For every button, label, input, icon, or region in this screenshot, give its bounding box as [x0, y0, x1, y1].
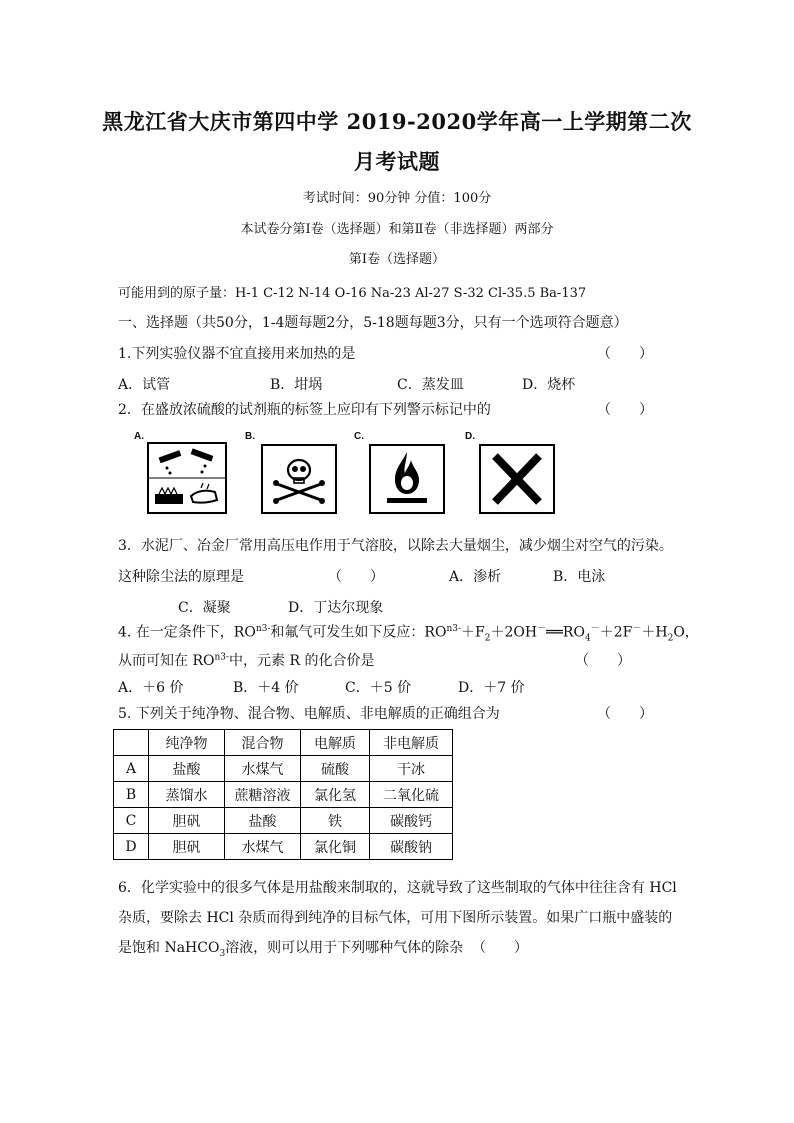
- table-cell: D: [114, 834, 149, 860]
- q6-line3: 是饱和 NaHCO$_3$溶液，则可以用于下列哪种气体的除杂: [118, 940, 464, 959]
- table-cell: 水煤气: [225, 834, 301, 860]
- sign-label-c: C.: [354, 431, 364, 442]
- q1-option-b: B．坩埚: [270, 377, 323, 393]
- q4-line1: 4. 在一定条件下，$RO^{n3-}$和氟气可发生如下反应：$RO^{n3-}+F_2+2OH^-══RO_4^-+2F^-+H_2O$，: [118, 624, 699, 644]
- harmful-x-icon: [479, 444, 555, 514]
- q5-blank: （ ）: [597, 706, 653, 722]
- q4-blank: （ ）: [575, 653, 631, 669]
- q5-stem: 5. 下列关于纯净物、混合物、电解质、非电解质的正确组合为: [118, 706, 500, 722]
- q3-line1: 3．水泥厂、冶金厂常用高压电作用于气溶胶，以除去大量烟尘，减少烟尘对空气的污染。: [118, 538, 673, 554]
- toxic-skull-icon: [261, 444, 337, 514]
- table-row: [114, 834, 453, 860]
- table-cell: 氯化氢: [301, 782, 370, 808]
- table-cell: 碳酸钙: [370, 808, 453, 834]
- table-cell: 二氧化硫: [370, 782, 453, 808]
- q3-line2: 这种除尘法的原理是: [118, 569, 244, 585]
- table-cell: C: [114, 808, 149, 834]
- table-header-row: [114, 730, 453, 756]
- table-header-cell: 混合物: [225, 730, 301, 756]
- q4-option-b: B．＋4 价: [233, 680, 299, 696]
- q1-option-c: C．蒸发皿: [397, 377, 464, 393]
- q6-line2: 杂质，要除去 HCl 杂质而得到纯净的目标气体，可用下图所示装置。如果广口瓶中盛装的: [118, 910, 673, 926]
- table-cell: 盐酸: [149, 756, 225, 782]
- q5-table: [113, 729, 453, 860]
- table-cell: 胆矾: [149, 834, 225, 860]
- q4-option-a: A．＋6 价: [118, 680, 184, 696]
- table-cell: 铁: [301, 808, 370, 834]
- q6-blank: （ ）: [472, 940, 528, 956]
- q1-stem: 1.下列实验仪器不宜直接用来加热的是: [118, 346, 356, 362]
- section1-heading: 一、选择题（共50分，1-4题每题2分，5-18题每题3分，只有一个选项符合题意）: [118, 315, 628, 331]
- q3-option-a: A．渗析: [449, 569, 502, 585]
- q3-option-c: C．凝聚: [178, 600, 231, 616]
- exam-intro: 本试卷分第Ⅰ卷（选择题）和第Ⅱ卷（非选择题）两部分: [240, 222, 554, 237]
- part1-title: 第Ⅰ卷（选择题）: [348, 252, 446, 267]
- table-header-cell: [114, 730, 149, 756]
- table-header-cell: 纯净物: [149, 730, 225, 756]
- page-title-line2: 月考试题: [354, 149, 440, 174]
- table-cell: 蔗糖溶液: [225, 782, 301, 808]
- exam-info: 考试时间：90分钟 分值：100分: [302, 191, 492, 206]
- table-row: [114, 756, 453, 782]
- q2-stem: 2．在盛放浓硫酸的试剂瓶的标签上应印有下列警示标记中的: [118, 402, 491, 418]
- table-cell: 盐酸: [225, 808, 301, 834]
- page-title-line1: 黑龙江省大庆市第四中学 2019-2020学年高一上学期第二次: [102, 109, 692, 134]
- table-cell: 氯化铜: [301, 834, 370, 860]
- flammable-flame-icon: [369, 444, 445, 514]
- table-cell: A: [114, 756, 149, 782]
- sign-label-d: D.: [465, 431, 475, 442]
- q4-line2: 从而可知在 $RO^{n3-}$中，元素 R 的化合价是: [118, 652, 375, 669]
- table-cell: 水煤气: [225, 756, 301, 782]
- q3-option-b: B．电泳: [553, 569, 606, 585]
- table-cell: 干冰: [370, 756, 453, 782]
- q2-blank: （ ）: [597, 402, 653, 418]
- q4-option-c: C．＋5 价: [345, 680, 412, 696]
- table-row: [114, 808, 453, 834]
- table-cell: 碳酸钠: [370, 834, 453, 860]
- q1-blank: （ ）: [597, 346, 653, 362]
- q1-option-a: A．试管: [118, 377, 171, 393]
- q4-option-d: D．＋7 价: [458, 680, 525, 696]
- table-row: [114, 782, 453, 808]
- q3-option-d: D．丁达尔现象: [288, 600, 384, 616]
- table-header-cell: 非电解质: [370, 730, 453, 756]
- table-cell: 硫酸: [301, 756, 370, 782]
- table-cell: B: [114, 782, 149, 808]
- q3-blank: （ ）: [328, 569, 384, 585]
- table-header-cell: 电解质: [301, 730, 370, 756]
- table-cell: 胆矾: [149, 808, 225, 834]
- q6-line1: 6．化学实验中的很多气体是用盐酸来制取的，这就导致了这些制取的气体中往往含有 HCl: [118, 880, 677, 896]
- corrosive-icon: [147, 442, 227, 514]
- atomic-masses: 可能用到的原子量：H-1 C-12 N-14 O-16 Na-23 Al-27 S-32 Cl-35.5 Ba-137: [118, 286, 587, 301]
- table-cell: 蒸馏水: [149, 782, 225, 808]
- sign-label-a: A.: [134, 431, 144, 442]
- q1-option-d: D．烧杯: [522, 377, 576, 393]
- sign-label-b: B.: [245, 431, 255, 442]
